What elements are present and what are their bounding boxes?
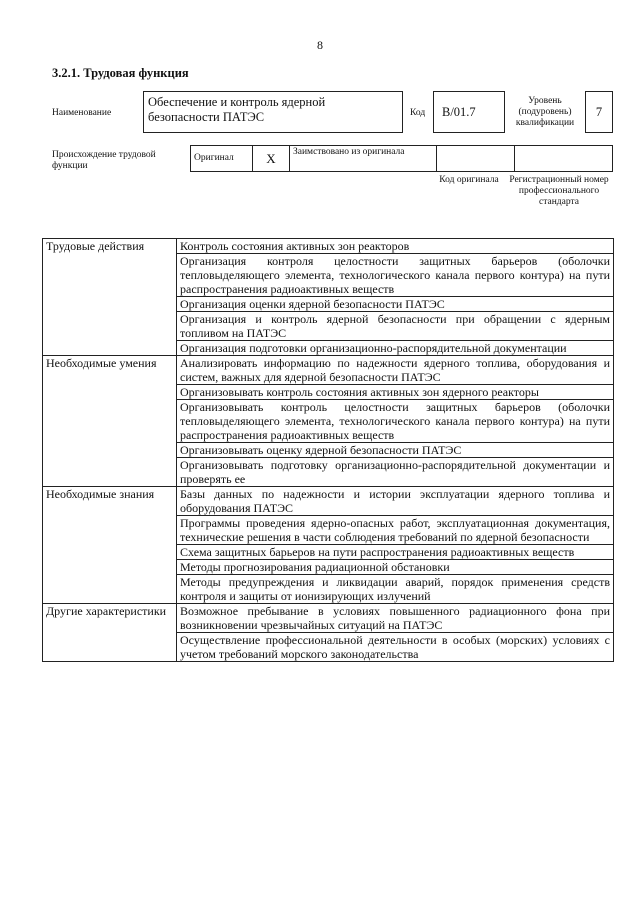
category-cell: Необходимые умения — [43, 356, 177, 487]
origin-label: Происхождение трудовой функции — [52, 150, 156, 171]
category-cell: Другие характеристики — [43, 604, 177, 662]
category-cell: Трудовые действия — [43, 239, 177, 356]
section-title: 3.2.1. Трудовая функция — [52, 66, 189, 80]
page-number: 8 — [317, 38, 323, 52]
item-cell: Организовывать контроль состояния активных зон ядерного реакторы — [177, 385, 614, 400]
registration-caption: Регистрационный номер профессионального стандарта — [509, 175, 609, 207]
item-cell: Программы проведения ядерно-опасных работ, эксплуатационная документация, технические решения в части соблюдения требований по ядерной безопасности — [177, 516, 614, 545]
table-row — [43, 239, 614, 254]
category-cell: Необходимые знания — [43, 487, 177, 604]
item-cell: Возможное пребывание в условиях повышенного радиационного фона при возникновении чрезвычайных ситуаций на ПАТЭС — [177, 604, 614, 633]
item-cell: Осуществление профессиональной деятельности в особых (морских) условиях с учетом требований морского законодательства — [177, 633, 614, 662]
item-cell: Организация контроля целостности защитных барьеров (оболочки тепловыделяющего элемента, технологического канала первого контура) на пути распространения радиоактивных веществ — [177, 254, 614, 297]
registration-number-cell — [515, 146, 613, 172]
item-cell: Организация и контроль ядерной безопасности при обращении с ядерным топливом на ПАТЭС — [177, 312, 614, 341]
item-cell: Организация оценки ядерной безопасности ПАТЭС — [177, 297, 614, 312]
item-cell: Анализировать информацию по надежности ядерного топлива, оборудования и систем, важных для ядерной безопасности ПАТЭС — [177, 356, 614, 385]
origin-table — [190, 145, 613, 172]
original-mark: X — [253, 146, 290, 172]
item-cell: Методы предупреждения и ликвидации аварий, порядок применения средств контроля и защиты от ионизирующих излучений — [177, 575, 614, 604]
item-cell: Методы прогнозирования радиационной обстановки — [177, 560, 614, 575]
item-cell: Организовывать подготовку организационно-распорядительной документации и проверять ее — [177, 458, 614, 487]
table-row — [43, 356, 614, 385]
code-caption: Код оригинала — [439, 175, 499, 185]
function-code-box: B/01.7 — [433, 91, 505, 133]
table-row — [43, 487, 614, 516]
function-name-box: Обеспечение и контроль ядерной безопасности ПАТЭС — [143, 91, 403, 133]
item-cell: Контроль состояния активных зон реакторов — [177, 239, 614, 254]
level-box: 7 — [585, 91, 613, 133]
item-cell: Организация подготовки организационно-распорядительной документации — [177, 341, 614, 356]
name-label: Наименование — [52, 108, 112, 118]
function-details-table — [42, 238, 614, 662]
borrowed-label: Заимствовано из оригинала — [290, 146, 437, 172]
item-cell: Схема защитных барьеров на пути распространения радиоактивных веществ — [177, 545, 614, 560]
table-row — [43, 604, 614, 633]
item-cell: Базы данных по надежности и истории эксплуатации ядерного топлива и оборудования ПАТЭС — [177, 487, 614, 516]
original-code-cell — [437, 146, 515, 172]
item-cell: Организовывать оценку ядерной безопасности ПАТЭС — [177, 443, 614, 458]
level-label: Уровень (подуровень) квалификации — [515, 96, 575, 128]
item-cell: Организовывать контроль целостности защитных барьеров (оболочки тепловыделяющего элемента, технологического канала первого контура) на пути распространения радиоактивных веществ — [177, 400, 614, 443]
code-label: Код — [410, 108, 426, 118]
original-label: Оригинал — [191, 146, 253, 172]
